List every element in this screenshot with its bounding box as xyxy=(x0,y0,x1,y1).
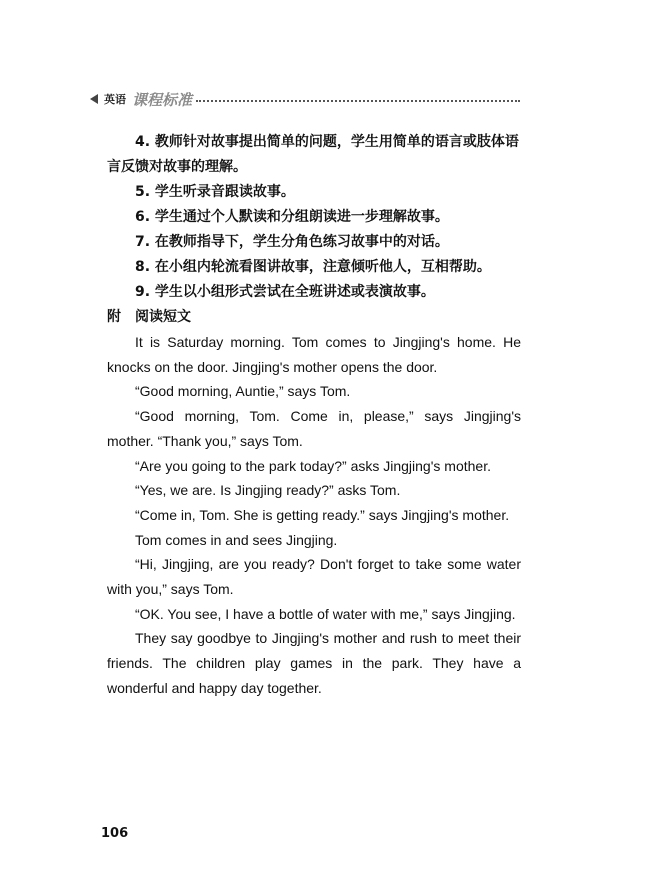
story-paragraph: They say goodbye to Jingjing's mother and rush to meet their friends. The children play games in the park. They have a wonderful and happy day together. xyxy=(107,630,521,696)
page-body xyxy=(107,130,521,701)
step-item: 7. 在教师指导下，学生分角色练习故事中的对话。 xyxy=(135,234,449,250)
header-dotted-rule xyxy=(196,100,520,102)
story-paragraph: It is Saturday morning. Tom comes to Jingjing's home. He knocks on the door. Jingjing's mother opens the door. xyxy=(107,334,521,375)
step-item: 5. 学生听录音跟读故事。 xyxy=(135,184,295,200)
triangle-left-icon xyxy=(90,94,98,104)
step-item: 4. 教师针对故事提出简单的问题，学生用简单的语言或肢体语言反馈对故事的理解。 xyxy=(107,134,519,175)
story-paragraph: “Good morning, Auntie,” says Tom. xyxy=(135,383,351,400)
story-paragraph: “Yes, we are. Is Jingjing ready?” asks Tom. xyxy=(135,482,401,499)
step-item: 6. 学生通过个人默读和分组朗读进一步理解故事。 xyxy=(135,209,449,225)
appendix-heading xyxy=(107,305,521,330)
header-subject: 英语 xyxy=(104,93,126,106)
story-paragraph: “Are you going to the park today?” asks Jingjing's mother. xyxy=(135,457,491,474)
story-paragraph: “OK. You see, I have a bottle of water with me,” says Jingjing. xyxy=(135,605,516,622)
appendix-label: 附 xyxy=(107,309,121,325)
story-paragraph: “Hi, Jingjing, are you ready? Don't forget to take some water with you,” says Tom. xyxy=(107,556,521,598)
story-paragraph: “Come in, Tom. She is getting ready.” says Jingjing's mother. xyxy=(135,506,510,523)
running-header xyxy=(90,90,520,108)
story-paragraph: Tom comes in and sees Jingjing. xyxy=(135,531,338,548)
story-paragraph: “Good morning, Tom. Come in, please,” says Jingjing's mother. “Thank you,” says Tom. xyxy=(107,408,521,449)
step-item: 9. 学生以小组形式尝试在全班讲述或表演故事。 xyxy=(135,284,435,300)
header-title: 课程标准 xyxy=(132,90,193,109)
page-number: 106 xyxy=(101,826,129,841)
step-item: 8. 在小组内轮流看图讲故事，注意倾听他人，互相帮助。 xyxy=(135,259,491,275)
appendix-title: 阅读短文 xyxy=(135,309,191,325)
